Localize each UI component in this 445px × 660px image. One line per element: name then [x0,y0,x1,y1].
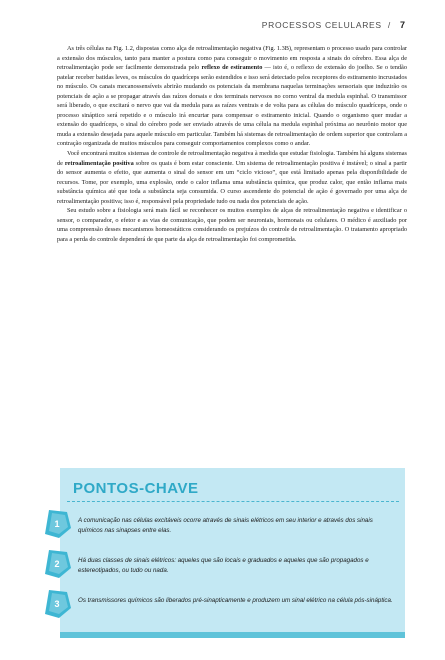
running-header [105,20,405,30]
key-point-marker-2-icon [43,548,75,580]
key-points-bottom-stripe [60,632,405,638]
paragraph-2 [57,149,407,206]
paragraph-3 [57,206,407,244]
paragraph-1 [57,44,407,149]
key-term: retroalimentação positiva [64,159,134,167]
key-point-marker-3-icon [43,588,75,620]
paragraph-text: sobre os quais é bom estar consciente. Um sistema de retroalimentação positiva é instável; o sinal a partir do sensor aumenta o efeito, que aumenta o sinal do sensor em um “ciclo vicioso”, que está limitado apenas pela disponibilidade de recursos. Tome, por exemplo, uma explosão, onde o calor inflama uma substância química, que produz calor, que então inflama mais substância química até que toda a substância seja consumida. O curso ascendente do potencial de ação é governado por uma alça de retroalimentação positiva; isso é, responsável pela propriedade tudo ou nada dos potenciais de ação. [57,159,408,205]
body-text [57,44,407,244]
paragraph-text: — isto é, o reflexo de extensão do joelho. Se o tendão patelar receber batidas leves, os músculos do quadríceps serão estendidos e isso será detectado pelos receptores do estiramento incrustados no músculo. Os canais mecanossensíveis abrirão mudando os potenciais da membrana naquelas terminações sensoriais que induzirão os potenciais de ação a se propagar através das raízes dorsais e dos terminais nervosos no corno ventral da medula espinhal. O transmissor será liberado, o que excitará o nervo que vai da medula para as raízes ventrais e de volta para as células do músculo quadríceps, onde o processo sináptico será repetido e o músculo irá encurtar para compensar o estiramento inicial. Quando o organismo quer mudar a extensão do quadríceps, o sinal do cérebro pode ser enviado através de uma célula na medula espinhal próxima ao neurônio motor que muda a extensão desejada para aquele músculo em particular. Também há sistemas de retroalimentação de ordem superior que controlam a contração organizada de muitos músculos para conseguir comportamentos complexos como o andar. [57,64,407,148]
paragraph-text: Você encontrará muitos sistemas de controle de retroalimentação negativa à medida que estudar fisiologia. Também há alguns sistemas de [57,150,407,167]
key-points-divider [67,501,399,502]
key-point-1: A comunicação nas células excitáveis ocorre através de sinais elétricos em seu interior e através dos sinais químicos nas sinapses entre elas. [78,517,373,534]
key-points-title: PONTOS-CHAVE [73,480,199,497]
key-point-marker-1-icon [43,508,75,540]
section-title: PROCESSOS CELULARES [261,20,382,30]
key-point-number: 3 [54,599,60,609]
key-point-3: Os transmissores químicos são liberados pré-sinapticamente e produzem um sinal elétrico na célula pós-sináptica. [78,597,393,604]
key-point-number: 2 [54,559,60,569]
key-term: reflexo de estiramento [201,64,263,72]
key-point-number: 1 [54,519,60,529]
key-point-2: Há duas classes de sinais elétricos: aqueles que são locais e graduados e aqueles que são propagados e estereotipados, ou tudo ou nada. [78,557,369,574]
page-number: 7 [399,20,405,30]
paragraph-text: As três células na Fig. 1.2, dispostas como alça de retroalimentação negativa (Fig. 1.3B), representam o processo usado para controlar a extensão dos músculos, tanto para manter a postura como para conseguir o movimento em resposta a sinais do cérebro. Essa alça de retroalimentação pode ser facilmente demonstrada pelo [57,45,407,72]
header-separator: / [387,20,391,30]
paragraph-text: Seu estudo sobre a fisiologia será mais fácil se reconhecer os muitos exemplos de alças de retroalimentação negativa e identificar o sensor, o comparador, o efetor e as vias de comunicação, que podem ser neuroniais, hormonais ou celulares. O médico é auxiliado por uma compreensão desses mecanismos homeostáticos considerando os prejuízos do controle de retroalimentação. O tratamento apropriado para a perda do controle dependerá de que parte da alça de retroalimentação foi comprometida. [57,207,407,243]
